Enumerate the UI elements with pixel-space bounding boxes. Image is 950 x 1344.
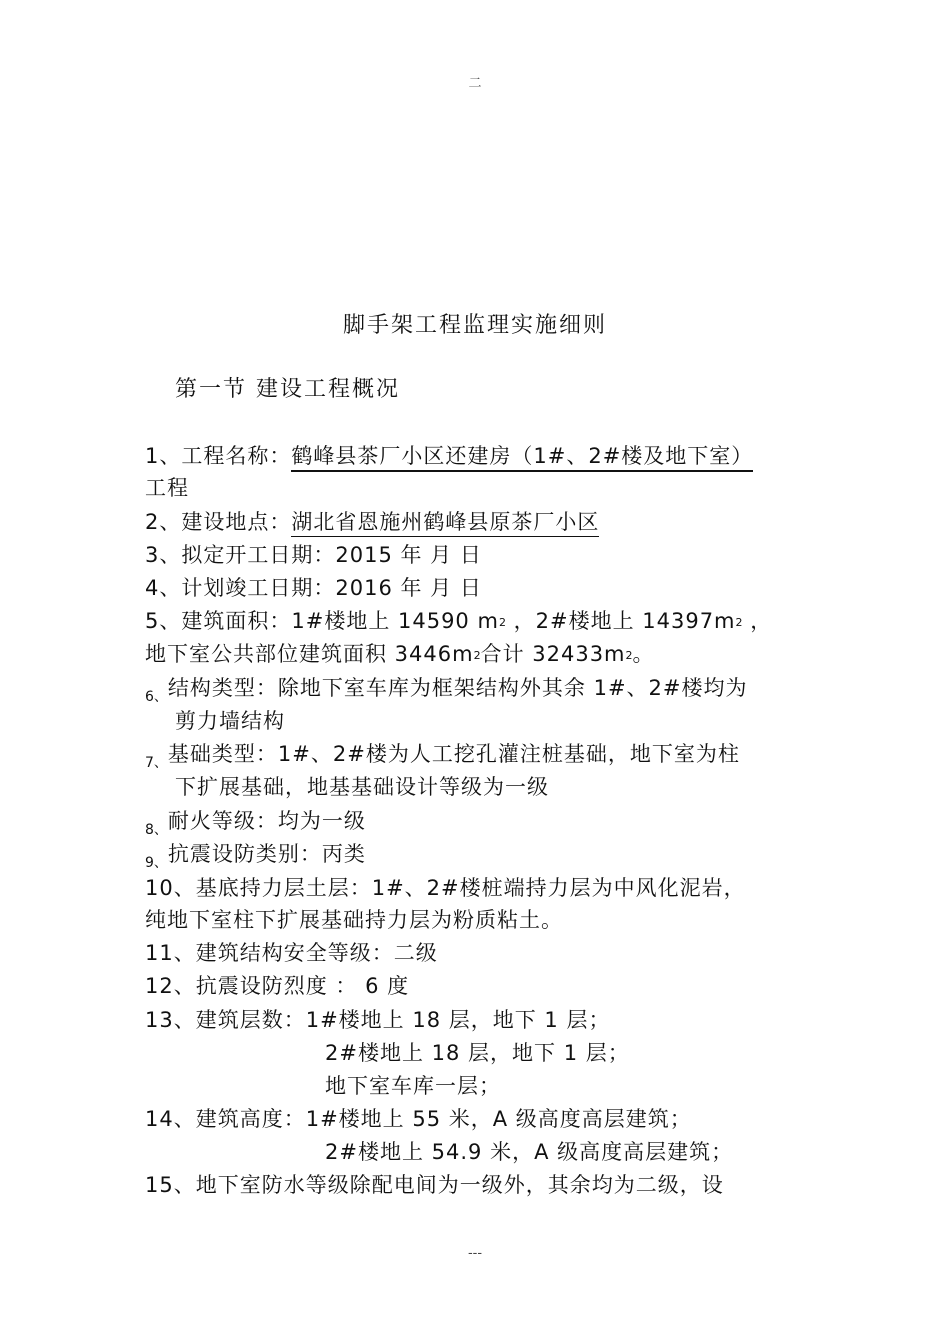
item-5-cont-b: 合计 32433m: [480, 642, 626, 666]
item-7-continuation: 下扩展基础，地基基础设计等级为一级: [175, 775, 549, 799]
item-1-project-name: [145, 440, 815, 472]
item-12-seismic-intensity: 12、抗震设防烈度 ： 6 度: [145, 974, 410, 998]
item-1-label: 1、工程名称：: [145, 444, 292, 468]
item-1-continuation: 工程: [145, 476, 189, 500]
item-8-text: 耐火等级：均为一级: [167, 809, 366, 833]
item-6-continuation: 剪力墙结构: [175, 709, 285, 733]
item-9-text: 抗震设防类别：丙类: [167, 842, 366, 866]
item-5-cont-sup-1: 2: [473, 649, 481, 662]
item-3-start-date: 3、拟定开工日期：2015 年 月 日: [145, 543, 482, 567]
item-8-fire-rating: [145, 805, 815, 837]
item-10-continuation: 纯地下室柱下扩展基础持力层为粉质粘土。: [145, 908, 563, 932]
item-11-safety-grade: 11、建筑结构安全等级：二级: [145, 941, 438, 965]
item-14-height: 14、建筑高度：1#楼地上 55 米，A 级高度高层建筑；: [145, 1107, 692, 1131]
item-6-text: 结构类型：除地下室车库为框架结构外其余 1#、2#楼均为: [167, 676, 748, 700]
item-5-part-c: ，: [742, 609, 773, 633]
item-15-waterproof: 15、地下室防水等级除配电间为一级外，其余均为二级，设: [145, 1173, 724, 1197]
item-2-value: 湖北省恩施州鹤峰县原茶厂小区: [291, 510, 599, 537]
page-footer-mark: ---: [467, 1246, 483, 1261]
item-5-floor-area: [145, 605, 815, 637]
item-6-number: 6、: [145, 689, 168, 705]
item-14-building-2: 2#楼地上 54.9 米，A 级高度高层建筑；: [325, 1140, 734, 1164]
item-5-continuation: [145, 638, 815, 670]
item-5-part-a: 5、建筑面积：1#楼地上 14590 m: [145, 609, 499, 633]
item-5-cont-sup-2: 2: [625, 649, 633, 662]
item-10-bearing-layer: 10、基底持力层土层：1#、2#楼桩端持力层为中风化泥岩，: [145, 876, 746, 900]
item-4-end-date: 4、计划竣工日期：2016 年 月 日: [145, 576, 482, 600]
item-2-location: [145, 506, 815, 538]
page-header-mark: 二: [468, 76, 482, 91]
item-7-text: 基础类型：1#、2#楼为人工挖孔灌注桩基础，地下室为柱: [167, 742, 740, 766]
item-6-structure-type: [145, 672, 815, 704]
item-5-sup-1: 2: [498, 616, 506, 629]
item-2-label: 2、建设地点：: [145, 510, 292, 534]
item-5-cont-c: 。: [632, 642, 655, 666]
document-title: 脚手架工程监理实施细则: [342, 313, 607, 338]
item-13-basement: 地下室车库一层；: [325, 1074, 501, 1098]
item-9-number: 9、: [145, 855, 168, 871]
item-1-value: 鹤峰县茶厂小区还建房（1#、2#楼及地下室）: [291, 444, 753, 472]
item-9-seismic-category: [145, 838, 815, 870]
item-5-part-b: ，2#楼地上 14397m: [505, 609, 736, 633]
item-7-foundation-type: [145, 738, 815, 770]
item-7-number: 7、: [145, 755, 168, 771]
item-5-cont-a: 地下室公共部位建筑面积 3446m: [145, 642, 474, 666]
section-heading: 第一节 建设工程概况: [175, 377, 400, 402]
item-13-floors: 13、建筑层数：1#楼地上 18 层，地下 1 层；: [145, 1008, 611, 1032]
item-13-building-2: 2#楼地上 18 层，地下 1 层；: [325, 1041, 630, 1065]
item-8-number: 8、: [145, 822, 168, 838]
item-5-sup-2: 2: [735, 616, 743, 629]
